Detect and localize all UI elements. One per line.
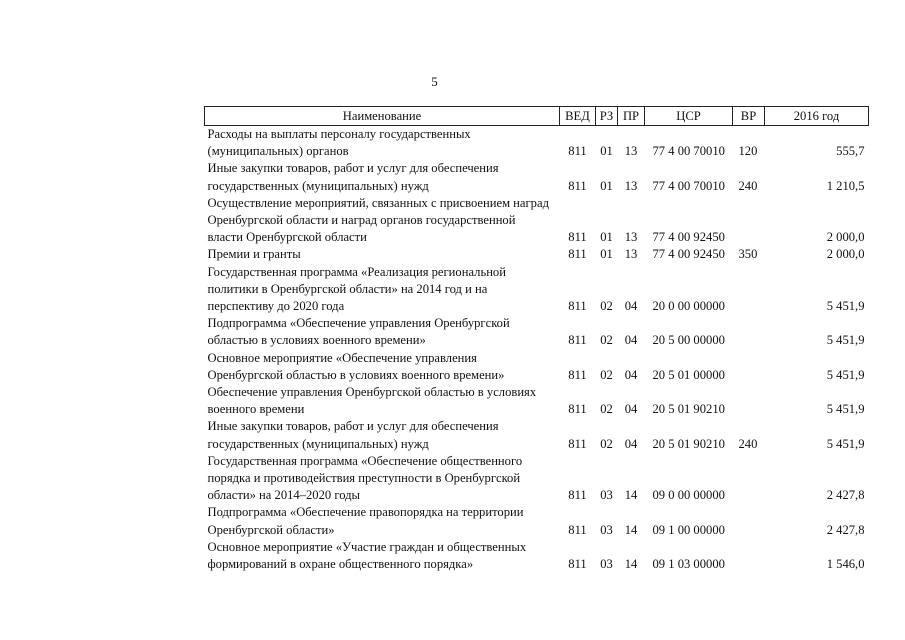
row-vr	[733, 195, 765, 247]
table-body	[205, 126, 869, 574]
row-name: Основное мероприятие «Участие граждан и общественных формирований в охране общественного порядка»	[207, 539, 527, 572]
row-ved: 811	[568, 367, 587, 382]
row-rz: 03	[600, 488, 613, 503]
row-csr: 09 0 00 00000	[652, 488, 725, 503]
row-csr: 20 5 01 00000	[652, 367, 725, 382]
row-vr	[733, 264, 765, 316]
row-pr: 04	[624, 367, 638, 382]
page-number: 5	[431, 74, 438, 89]
row-csr: 77 4 00 70010	[652, 144, 725, 159]
row-ved: 811	[568, 488, 587, 503]
row-name: Государственная программа «Обеспечение общественного порядка и противодействия преступности в Оренбургской области» на 2014–2020 годы	[207, 453, 523, 503]
header-year: 2016 год	[765, 107, 869, 126]
row-name: Расходы на выплаты персоналу государственных (муниципальных) органов	[207, 127, 471, 159]
row-ved: 811	[568, 230, 587, 245]
header-name: Наименование	[205, 107, 560, 126]
row-vr	[733, 539, 765, 573]
row-pr: 13	[624, 247, 638, 262]
row-name: Подпрограмма «Обеспечение правопорядка на территории Оренбургской области»	[207, 505, 524, 537]
row-pr: 14	[624, 522, 638, 537]
table-row	[205, 350, 869, 384]
row-pr: 04	[624, 333, 638, 348]
row-csr: 77 4 00 92450	[652, 230, 725, 245]
row-pr: 14	[624, 557, 638, 572]
table-row	[205, 504, 869, 538]
header-pr: ПР	[618, 107, 645, 126]
header-vr: ВР	[733, 107, 765, 126]
row-csr: 20 5 01 90210	[652, 436, 725, 451]
row-vr: 120	[738, 144, 758, 159]
row-pr: 13	[624, 144, 638, 159]
row-name: Осуществление мероприятий, связанных с присвоением наград Оренбургской области и наград органов государственной власти Оренбургской области	[207, 195, 549, 245]
row-csr: 77 4 00 70010	[652, 178, 725, 193]
table-row	[205, 539, 869, 573]
row-vr	[733, 315, 765, 349]
table-row	[205, 126, 869, 161]
row-ved: 811	[568, 144, 587, 159]
row-ved: 811	[568, 247, 587, 262]
row-ved: 811	[568, 178, 587, 193]
row-csr: 77 4 00 92450	[652, 247, 725, 262]
row-amount: 2 000,0	[826, 230, 865, 245]
row-pr: 14	[624, 488, 638, 503]
table-row	[205, 195, 869, 247]
row-rz: 01	[600, 247, 613, 262]
table-row	[205, 418, 869, 452]
row-amount: 555,7	[836, 144, 865, 159]
row-amount: 5 451,9	[826, 402, 865, 417]
row-amount: 1 210,5	[826, 178, 865, 193]
row-csr: 09 1 03 00000	[652, 557, 725, 572]
row-vr: 350	[738, 247, 758, 262]
row-rz: 02	[600, 333, 613, 348]
row-vr	[733, 384, 765, 418]
row-csr: 20 5 00 00000	[652, 333, 725, 348]
row-amount: 2 427,8	[826, 488, 865, 503]
row-vr	[733, 350, 765, 384]
row-csr: 20 5 01 90210	[652, 402, 725, 417]
table-row	[205, 315, 869, 349]
header-ved: ВЕД	[560, 107, 596, 126]
row-rz: 01	[600, 230, 613, 245]
row-csr: 09 1 00 00000	[652, 522, 725, 537]
row-name: Иные закупки товаров, работ и услуг для обеспечения государственных (муниципальных) нужд	[207, 161, 499, 193]
row-csr: 20 0 00 00000	[652, 299, 725, 314]
row-vr	[733, 453, 765, 505]
row-rz: 01	[600, 144, 613, 159]
row-name: Государственная программа «Реализация региональной политики в Оренбургской области» на 2014 год и на перспективу до 2020 года	[207, 264, 506, 314]
row-ved: 811	[568, 333, 587, 348]
row-name: Обеспечение управления Оренбургской областью в условиях военного времени	[207, 385, 537, 417]
row-rz: 03	[600, 557, 613, 572]
row-rz: 02	[600, 402, 613, 417]
table-row	[205, 453, 869, 505]
row-ved: 811	[568, 402, 587, 417]
row-ved: 811	[568, 299, 587, 314]
table-header-row	[205, 107, 869, 126]
row-amount: 2 000,0	[826, 247, 865, 262]
row-vr: 240	[738, 178, 758, 193]
row-rz: 02	[600, 436, 613, 451]
row-ved: 811	[568, 436, 587, 451]
table-row	[205, 160, 869, 194]
row-name: Премии и гранты	[207, 247, 301, 262]
row-pr: 04	[624, 436, 638, 451]
row-rz: 03	[600, 522, 613, 537]
row-name: Подпрограмма «Обеспечение управления Оренбургской областью в условиях военного времени»	[207, 316, 510, 348]
table-row	[205, 246, 869, 263]
row-rz: 02	[600, 367, 613, 382]
row-pr: 13	[624, 178, 638, 193]
row-amount: 5 451,9	[826, 367, 865, 382]
row-name: Иные закупки товаров, работ и услуг для обеспечения государственных (муниципальных) нужд	[207, 419, 499, 451]
budget-table	[204, 106, 869, 573]
row-vr: 240	[738, 436, 758, 451]
header-csr: ЦСР	[645, 107, 733, 126]
row-amount: 1 546,0	[826, 557, 865, 572]
row-amount: 5 451,9	[826, 436, 865, 451]
row-pr: 04	[624, 299, 638, 314]
row-pr: 04	[624, 402, 638, 417]
row-ved: 811	[568, 557, 587, 572]
header-rz: РЗ	[596, 107, 618, 126]
table-row	[205, 264, 869, 316]
row-amount: 2 427,8	[826, 522, 865, 537]
row-amount: 5 451,9	[826, 333, 865, 348]
table-row	[205, 384, 869, 418]
row-ved: 811	[568, 522, 587, 537]
row-amount: 5 451,9	[826, 299, 865, 314]
row-pr: 13	[624, 230, 638, 245]
row-vr	[733, 504, 765, 538]
row-name: Основное мероприятие «Обеспечение управления Оренбургской областью в условиях военного времени»	[207, 350, 505, 382]
row-rz: 01	[600, 178, 613, 193]
row-rz: 02	[600, 299, 613, 314]
